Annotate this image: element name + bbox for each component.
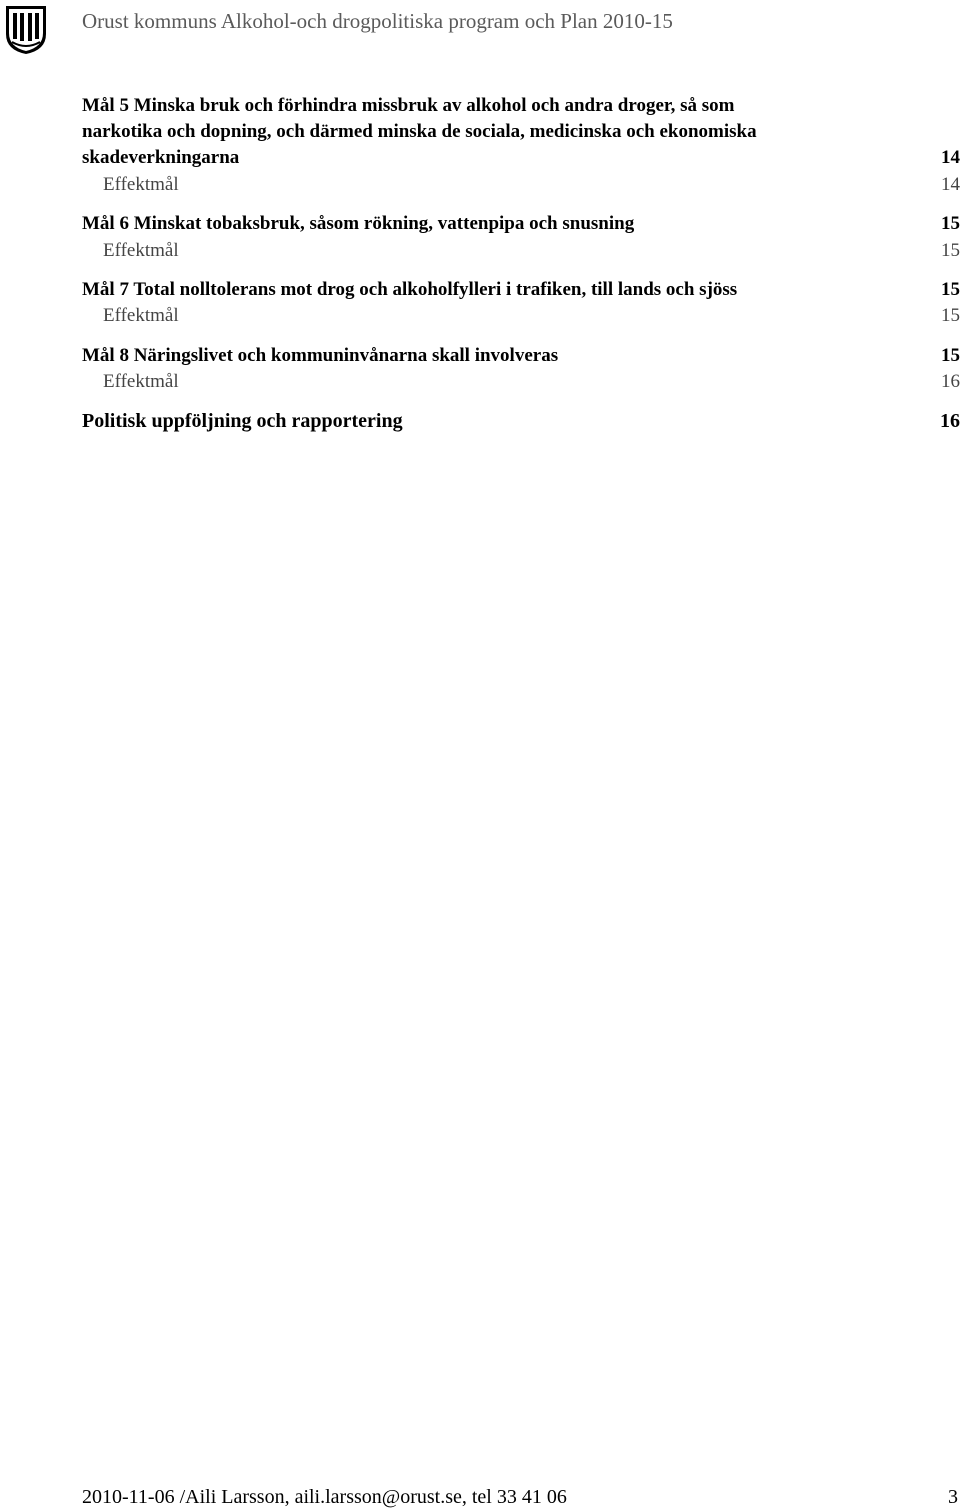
page-header	[0, 0, 960, 60]
toc-entry-mal5-line2[interactable]: narkotika och dopning, och därmed minska de sociala, medicinska och ekonomiska	[82, 121, 757, 142]
toc-entry-mal6-effektmal[interactable]: Effektmål	[103, 240, 179, 261]
toc-entry-mal8[interactable]: Mål 8 Näringslivet och kommuninvånarna skall involveras	[82, 345, 559, 366]
toc-entry-mal5-line3[interactable]: skadeverkningarna	[82, 147, 240, 168]
toc-entry-mal7[interactable]: Mål 7 Total nolltolerans mot drog och alkoholfylleri i trafiken, till lands och sjöss	[82, 279, 738, 300]
coat-of-arms-icon	[4, 4, 48, 56]
toc-entry-mal7-effektmal[interactable]: Effektmål	[103, 305, 179, 326]
toc-entry-mal8-effektmal[interactable]: Effektmål	[103, 371, 179, 392]
toc-entry-mal5-line1[interactable]: Mål 5 Minska bruk och förhindra missbruk av alkohol och andra droger, så som	[82, 95, 735, 116]
document-header-title: Orust kommuns Alkohol-och drogpolitiska program och Plan 2010-15	[82, 9, 673, 33]
toc-page-mal8-effektmal: 16	[941, 371, 960, 392]
page-number: 3	[948, 1486, 958, 1508]
toc-entry-politisk-uppfoljning[interactable]: Politisk uppföljning och rapportering	[82, 410, 403, 432]
toc-entry-mal6[interactable]: Mål 6 Minskat tobaksbruk, såsom rökning, vattenpipa och snusning	[82, 213, 635, 234]
page-footer: 2010-11-06 /Aili Larsson, aili.larsson@orust.se, tel 33 41 06	[82, 1486, 567, 1508]
toc-page-mal7-effektmal: 15	[941, 305, 960, 326]
toc-page-mal5-effektmal: 14	[941, 174, 960, 195]
toc-page-mal8: 15	[941, 345, 960, 366]
toc-page-politisk-uppfoljning: 16	[940, 410, 960, 432]
toc-page-mal6-effektmal: 15	[941, 240, 960, 261]
toc-page-mal7: 15	[941, 279, 960, 300]
toc-entry-mal5-effektmal[interactable]: Effektmål	[103, 174, 179, 195]
toc-page-mal6: 15	[941, 213, 960, 234]
toc-page-mal5: 14	[941, 147, 960, 168]
